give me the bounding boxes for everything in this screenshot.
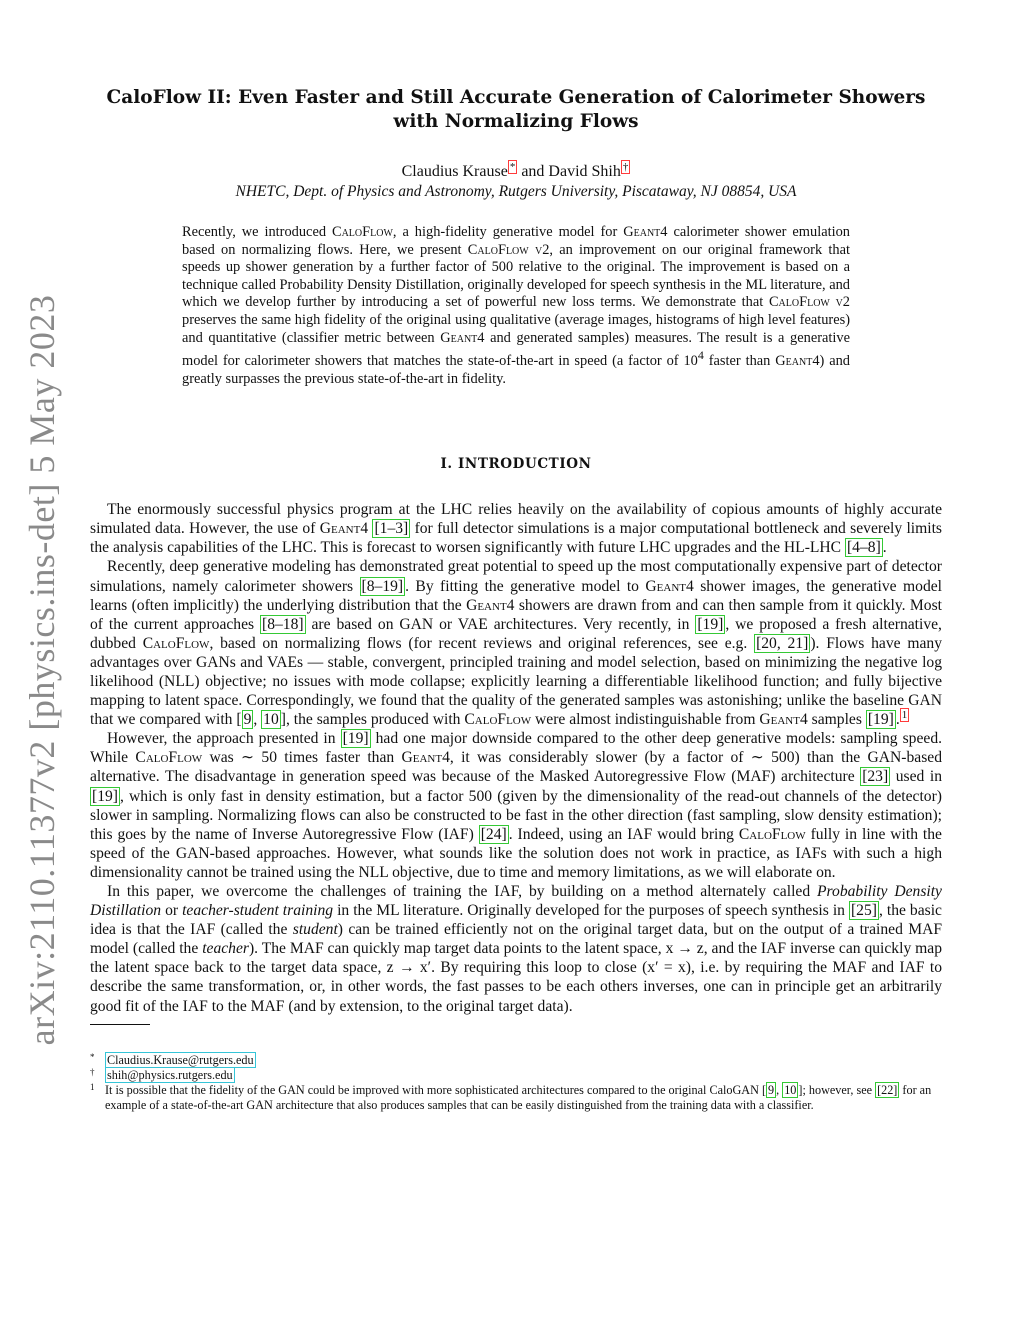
affiliation: NHETC, Dept. of Physics and Astronomy, Rutgers University, Piscataway, NJ 08854, USA bbox=[235, 183, 797, 200]
arxiv-sidebar bbox=[22, 294, 62, 1046]
citation-link[interactable]: [8–18] bbox=[262, 615, 304, 633]
author-name: Claudius Krause bbox=[401, 163, 508, 180]
citation-link[interactable]: [25] bbox=[850, 902, 877, 920]
paragraph: The enormously successful physics program at the LHC relies heavily on the availability of copious amounts of highly accurate simulated data. However, the use of Geant4 [1–3] for full detector simulations is a major computational bottleneck and severely limits the analysis capabilities of the LHC. This is forecast to worsen significantly with future LHC upgrades and the HL-LHC [4–8] . bbox=[90, 501, 942, 557]
paragraph: In this paper, we overcome the challenges of training the IAF, by building on a method alternately called Probability Density Distillation or teacher-student training in the ML literature. Originally developed for the purposes of speech synthesis in [25] , the basic idea is that the IAF (called the student) can be trained efficiently not on the original target data, but on the output of a trained MAF model (called the teacher). The MAF can quickly map target data points to the latent space, x → z, and the IAF inverse can quickly map the latent space back to the target data space, z → x′. By requiring this loop to close (x′ = x), i.e. by requiring the MAF and IAF to describe the same transformation, or, in other words, the fast passes to be each others inverses, one can in principle get an arbitrarily good fit of the IAF to the MAF (and by extension, to the original target data). bbox=[90, 883, 942, 1015]
caloflow-name: CaloFlow bbox=[467, 241, 529, 258]
caloflow-name: CaloFlow bbox=[768, 294, 830, 311]
citation-link[interactable]: [20, 21] bbox=[756, 634, 809, 652]
geant4-name: Geant4 bbox=[775, 352, 820, 369]
footnote-link[interactable]: † bbox=[622, 160, 629, 173]
footnote: 1 It is possible that the fidelity of the GAN could be improved with more sophisticated architectures compared to the original CaloGAN [ 9 , 10 ]; however, see [22] for an example of a state-of-the-art GAN architecture that also produces samples that can be easily distinguished from the training data with a classifier. bbox=[90, 1082, 932, 1113]
footnote: * Claudius.Krause@rutgers.edu bbox=[90, 1051, 254, 1067]
paragraph: However, the approach presented in [19] had one major downside compared to the other deep generative models: sampling speed. While CaloFlow was ∼ 50 times faster than Geant4, it was considerably slower (by a factor of ∼ 500) than the GAN-based alternative. The disadvantage in generation speed was because of the Masked Autoregressive Flow (MAF) architecture [23] used in [19] , which is only fast in density estimation, but a factor 500 (given by the dimensionality of the read-out channels of the detector) slower in sampling. Normalizing flows can also be constructed to be fast in the other direction (fast sampling, slow density estimation); this goes by the name of Inverse Autoregressive Flow (IAF) [24] . Indeed, using an IAF would bring CaloFlow fully in line with the speed of the GAN-based approaches. However, what sounds like the solution does not work in practice, as IAFs with such a high dimensionality cannot be trained using the NLL objective, due to time and memory limitations, as we will elaborate on. bbox=[90, 730, 943, 881]
geant4-name: Geant4 bbox=[623, 224, 668, 240]
citation-link[interactable]: [19] bbox=[92, 787, 118, 805]
author-separator: and bbox=[521, 163, 545, 180]
paper-title: CaloFlow II: Even Faster and Still Accurate Generation of Calorimeter Showers with Normalizing Flows bbox=[106, 87, 926, 132]
footnote-divider bbox=[90, 1024, 150, 1025]
citation-link[interactable]: [19] bbox=[867, 711, 894, 729]
citation-link[interactable]: [4–8] bbox=[846, 539, 881, 557]
citation-link[interactable]: 10 bbox=[263, 711, 279, 729]
citation-link[interactable]: [23] bbox=[862, 768, 889, 786]
citation-link[interactable]: [8–19] bbox=[361, 577, 404, 595]
caloflow-name: CaloFlow bbox=[331, 224, 393, 240]
citation-link[interactable]: 10 bbox=[784, 1083, 797, 1098]
citation-link[interactable]: 9 bbox=[243, 711, 252, 729]
abstract: Recently, we introduced CaloFlow, a high-fidelity generative model for Geant4 calorimeter shower emulation based on normalizing flows. Here, we present CaloFlow v2, an improvement on our original framework that speeds up shower generation by a further factor of 500 relative to the original. The improvement is based on a technique called Probability Density Distillation, originally developed for speech synthesis in the ML literature, and which we develop further by introducing a set of powerful new loss terms. We demonstrate that CaloFlow v2 preserves the same high fidelity of the original using qualitative (average images, histograms of high level features) and quantitative (classifier metric between Geant4 and generated samples) measures. The result is a generative model for calorimeter showers that matches the state-of-the-art in speed (a factor of $10^4$ faster than Geant4) and greatly surpasses the previous state-of-the-art in fidelity. bbox=[182, 224, 850, 387]
email-link[interactable]: Claudius.Krause@rutgers.edu bbox=[107, 1052, 254, 1067]
citation-link[interactable]: [22] bbox=[877, 1083, 898, 1098]
footnote: † shih@physics.rutgers.edu bbox=[90, 1066, 233, 1082]
arxiv-identifier: arXiv:2110.11377v2 [physics.ins-det] 5 May 2023 bbox=[22, 294, 62, 1046]
citation-link[interactable]: [19] bbox=[342, 730, 369, 748]
footnote-link[interactable]: 1 bbox=[901, 708, 908, 721]
citation-link[interactable]: [19] bbox=[697, 615, 724, 633]
citation-link[interactable]: [24] bbox=[480, 825, 507, 843]
author-line bbox=[90, 162, 942, 182]
email-link[interactable]: shih@physics.rutgers.edu bbox=[107, 1067, 233, 1082]
footnotes bbox=[90, 1053, 942, 1114]
paragraph: Recently, deep generative modeling has demonstrated great potential to speed up the most computationally expensive part of detector simulations, namely calorimeter showers [8–19] . By fitting the generative model to Geant4 shower images, the generative model learns (often implicitly) the underlying distribution that the Geant4 showers are drawn from and can then sample from it quickly. Most of the current approaches [8–18] are based on GAN or VAE architectures. Very recently, in [19] , we proposed a fresh alternative, dubbed CaloFlow, based on normalizing flows (for recent reviews and original references, see e.g. [20, 21] ). Flows have many advantages over GANs and VAEs — stable, convergent, principled training and model selection, based on minimizing the negative log likelihood (NLL) objective; no issues with mode collapse; explicitly learning a differentiable likelihood function; and fully bijective mapping to latent space. Correspondingly, we found that the quality of the generated samples was astonishing; unlike the baseline GAN that we compared with [ 9 , 10 ], the samples produced with CaloFlow were almost indistinguishable from Geant4 samples [19] . $^1$ bbox=[90, 558, 943, 729]
section-heading: I. INTRODUCTION bbox=[440, 456, 592, 473]
footnote-link[interactable]: * bbox=[509, 160, 516, 173]
introduction-body bbox=[90, 500, 942, 1016]
geant4-name: Geant4 bbox=[440, 329, 485, 346]
paper-page bbox=[90, 86, 942, 1113]
author-name: David Shih bbox=[548, 163, 621, 180]
citation-link[interactable]: [1–3] bbox=[374, 520, 409, 538]
citation-link[interactable]: 9 bbox=[768, 1083, 775, 1098]
